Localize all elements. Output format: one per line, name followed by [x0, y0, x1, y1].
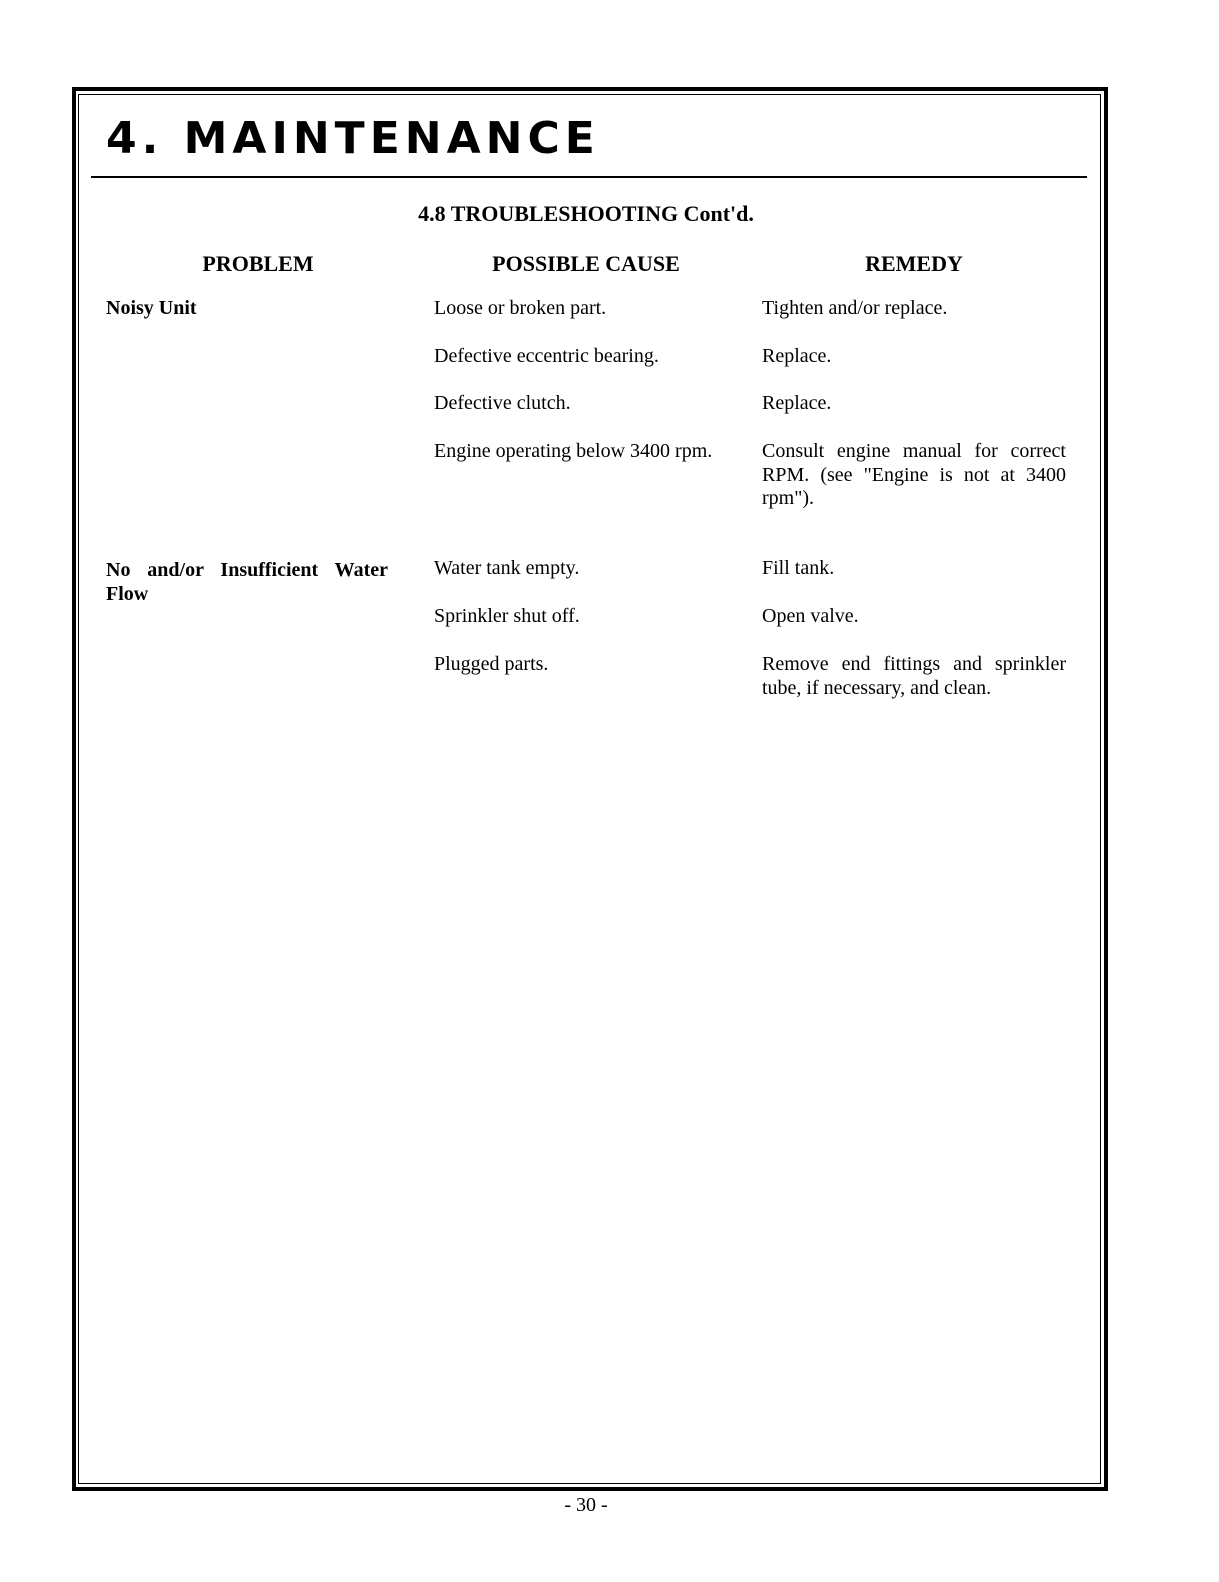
cause-engine-below-rpm: Engine operating below 3400 rpm. — [434, 440, 713, 462]
section-title: 4.8 TROUBLESHOOTING Cont'd. — [418, 201, 754, 226]
remedy-open-valve: Open valve. — [762, 605, 859, 627]
title-divider — [91, 176, 1087, 178]
cause-water-tank-empty: Water tank empty. — [434, 557, 580, 579]
column-header-problem: PROBLEM — [202, 251, 314, 276]
remedy-tighten-replace: Tighten and/or replace. — [762, 297, 948, 319]
remedy-consult-engine-manual: Consult engine manual for correct RPM. (see "Engine is not at 3400 rpm"). — [762, 440, 1066, 509]
column-header-remedy: REMEDY — [865, 251, 963, 276]
remedy-remove-fittings-clean: Remove end fittings and sprinkler tube, if necessary, and clean. — [762, 653, 1066, 699]
cause-sprinkler-shut-off: Sprinkler shut off. — [434, 605, 580, 627]
page-number: - 30 - — [564, 1494, 608, 1516]
remedy-fill-tank: Fill tank. — [762, 557, 835, 579]
problem-noisy-unit: Noisy Unit — [106, 297, 197, 319]
remedy-replace-bearing: Replace. — [762, 345, 832, 367]
cause-plugged-parts: Plugged parts. — [434, 653, 549, 675]
problem-insufficient-water-flow: No and/or Insufficient Water Flow — [106, 559, 388, 605]
column-header-possible-cause: POSSIBLE CAUSE — [492, 251, 680, 276]
remedy-replace-clutch: Replace. — [762, 392, 832, 414]
cause-defective-clutch: Defective clutch. — [434, 392, 571, 414]
cause-defective-eccentric-bearing: Defective eccentric bearing. — [434, 345, 659, 367]
cause-loose-broken-part: Loose or broken part. — [434, 297, 607, 319]
chapter-title: 4. MAINTENANCE — [106, 113, 600, 164]
